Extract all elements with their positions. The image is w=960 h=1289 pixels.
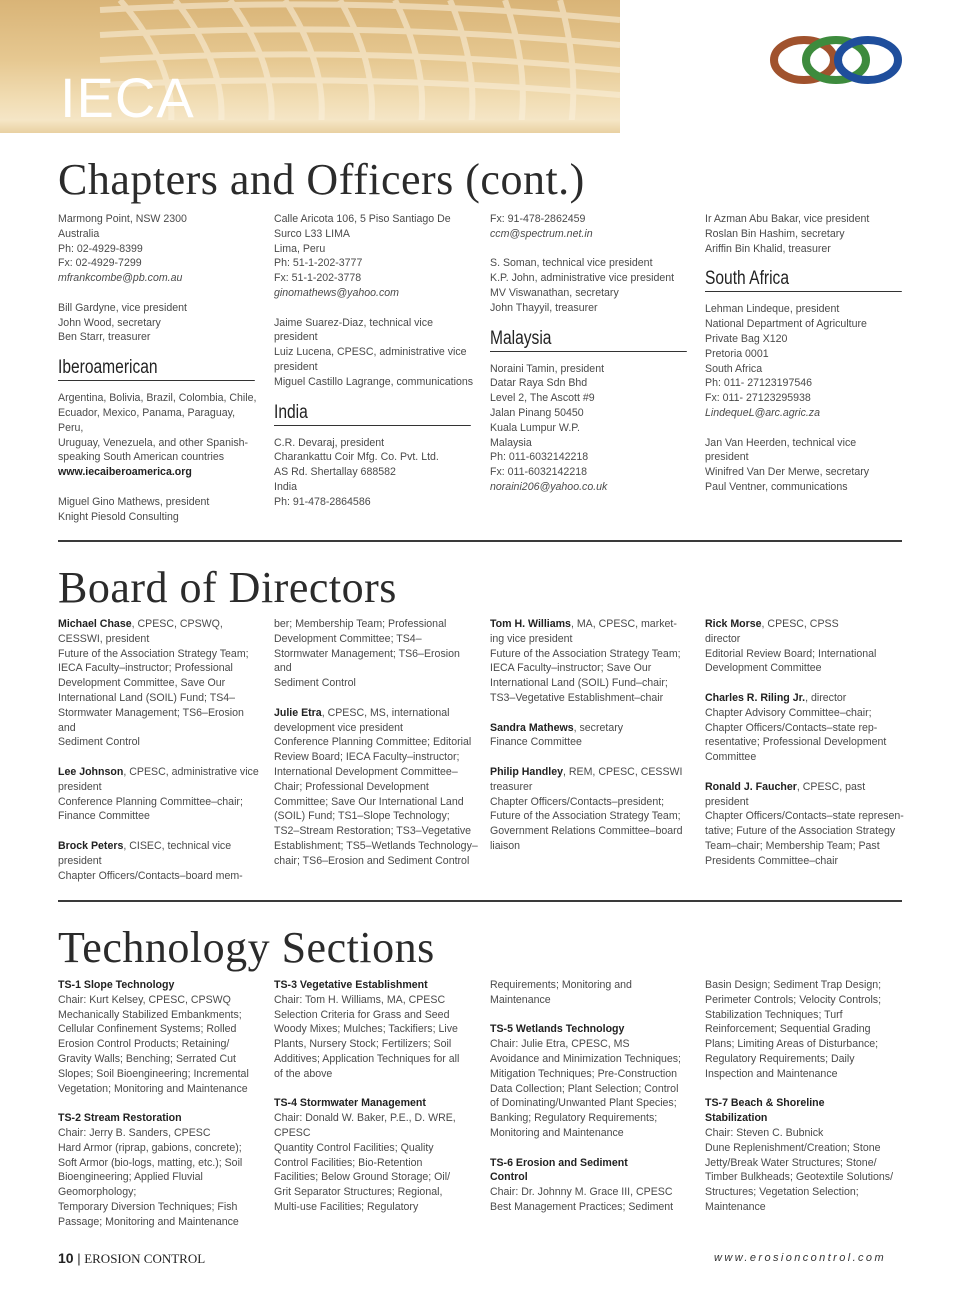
director-credentials: , director [805, 691, 847, 704]
text-line: Winifred Van Der Merwe, secretary [705, 466, 870, 479]
director-name: Tom H. Williams [490, 618, 571, 630]
tech-section-detail: of the above [274, 1067, 333, 1080]
director-detail: International Land (SOIL) Fund; TS4– [58, 691, 236, 704]
text-line: Ir Azman Abu Bakar, vice president [705, 213, 870, 225]
director-detail: Development Committee, Save Our [58, 677, 226, 690]
director-credentials: , CPESC, past [796, 780, 866, 793]
director-detail: Chapter Officers/Contacts–president; [490, 795, 665, 808]
spacer [490, 1008, 695, 1023]
footer-url[interactable]: www.erosioncontrol.com [714, 1252, 887, 1264]
text-line: Australia [58, 227, 100, 240]
text-line: Argentina, Bolivia, Brazil, Colombia, Chile, [58, 392, 257, 405]
text-line: president [705, 451, 749, 464]
tech-section-detail: Passage; Monitoring and Maintenance [58, 1215, 239, 1228]
text-line: Fx: 91-478-2862459 [490, 213, 586, 225]
tech-section-detail: Plans; Limiting Areas of Disturbance; [705, 1038, 879, 1051]
director-detail: TS2–Stream Restoration; TS3–Vegetative [274, 825, 472, 838]
spacer [274, 1082, 479, 1097]
director-detail: Future of the Association Strategy Team; [58, 647, 249, 660]
spacer [490, 706, 695, 721]
director-entry-head [705, 617, 905, 632]
director-detail: Chapter Officers/Contacts–state rep- [705, 721, 878, 734]
text-line: Fx: 02-4929-7299 [58, 257, 142, 270]
tech-section-detail: Mechanically Stabilized Embankments; [58, 1008, 242, 1021]
text-line: John Thayyil, treasurer [490, 301, 598, 314]
director-name: Lee Johnson [58, 765, 124, 778]
director-detail: Presidents Committee–chair [705, 854, 839, 867]
director-detail: Chapter Officers/Contacts–board mem- [58, 869, 243, 882]
director-detail: IECA Faculty–instructor; Save Our [490, 662, 652, 675]
footer-folio [58, 1250, 205, 1267]
tech-section-detail: Vegetation; Monitoring and Maintenance [58, 1082, 248, 1095]
region-heading-iberoamerican: Iberoamerican [58, 357, 255, 381]
director-credentials: , CPESC, CPSS [761, 618, 839, 630]
director-detail: president [705, 795, 749, 808]
tech-section-detail: Monitoring and Maintenance [490, 1126, 624, 1139]
text-line: MV Viswanathan, secretary [490, 286, 619, 299]
director-name: Julie Etra [274, 706, 322, 719]
director-detail: Finance Committee [490, 736, 582, 749]
tech-section-heading: TS-7 Beach & Shoreline [705, 1097, 825, 1110]
tech-section-detail: Control Facilities; Bio-Retention [274, 1156, 423, 1169]
tech-section-detail: Maintenance [705, 1200, 766, 1213]
text-line: Jalan Pinang 50450 [490, 406, 584, 419]
director-entry-head [58, 617, 263, 632]
text-line: Calle Aricota 106, 5 Piso Santiago De [274, 213, 451, 225]
director-detail: development vice president [274, 721, 403, 734]
spacer [490, 750, 695, 765]
tech-section-detail: Timber Bulkheads; Geotextile Solutions/ [705, 1171, 894, 1184]
text-line: Pretoria 0001 [705, 347, 769, 360]
director-detail: director [705, 632, 741, 645]
director-name: Charles R. Riling Jr. [705, 691, 806, 704]
text-line: C.R. Devaraj, president [274, 436, 385, 449]
director-detail: Stormwater Management; TS6–Erosion and [274, 647, 460, 675]
spacer [58, 1096, 263, 1111]
director-name: Philip Handley [490, 765, 563, 778]
tech-section-detail: CPESC [274, 1126, 311, 1139]
director-detail: Future of the Association Strategy Team; [490, 810, 681, 823]
tech-section-detail: Jetty/Break Water Structures; Stone/ [705, 1156, 877, 1169]
text-line: Ph: 011- 27123197546 [705, 377, 813, 390]
text-line: Kuala Lumpur W.P. [490, 421, 580, 434]
region-heading-india: India [274, 402, 471, 426]
tech-section-detail: Avoidance and Minimization Techniques; [490, 1052, 682, 1065]
director-name: Ronald J. Faucher [705, 780, 797, 793]
tech-col-3 [490, 978, 695, 1215]
board-col-1 [58, 617, 263, 883]
text-line: Ph: 91-478-2864586 [274, 495, 371, 508]
director-credentials: , REM, CPESC, CESSWI [563, 765, 683, 778]
spacer [705, 765, 905, 780]
director-detail: Chair; Professional Development [274, 780, 429, 793]
tech-section-detail: Basin Design; Sediment Trap Design; [705, 979, 882, 991]
email-link[interactable]: ginomathews@yahoo.com [274, 286, 399, 299]
spacer [274, 691, 479, 706]
director-detail: Development Committee; TS4– [274, 632, 422, 645]
text-line: Datar Raya Sdn Bhd [490, 377, 588, 390]
tech-section-detail: Multi-use Facilities; Regulatory [274, 1200, 419, 1213]
tech-section-detail: Facilities; Below Ground Storage; Oil/ [274, 1171, 451, 1184]
page-number: 10 [58, 1250, 74, 1266]
director-credentials: , CPESC, administrative vice [123, 765, 259, 778]
director-name: Brock Peters [58, 839, 124, 852]
text-line: Lima, Peru [274, 242, 326, 255]
chapters-col-1 [58, 212, 263, 524]
tech-section-detail: Slopes; Soil Bioengineering; Incremental [58, 1067, 249, 1080]
spacer [58, 824, 263, 839]
director-credentials: , CPESC, CPSWQ, [131, 618, 223, 630]
director-entry-head [58, 839, 263, 854]
director-name: Michael Chase [58, 618, 132, 630]
tech-section-detail: Structures; Vegetation Selection; [705, 1186, 859, 1199]
text-line: AS Rd. Shertallay 688582 [274, 466, 396, 479]
text-line: Ph: 51-1-202-3777 [274, 257, 363, 270]
director-detail: TS3–Vegetative Establishment–chair [490, 691, 664, 704]
director-entry-head [274, 706, 479, 721]
text-line: Jaime Suarez-Diaz, technical vice president [274, 316, 433, 344]
text-line: Jan Van Heerden, technical vice [705, 436, 857, 449]
tech-section-detail: Chair: Jerry B. Sanders, CPESC [58, 1126, 211, 1139]
tech-section-detail: Soft Armor (bio-logs, matting, etc.); Soil [58, 1156, 243, 1169]
director-detail: International Land (SOIL) Fund–chair; [490, 677, 668, 690]
tech-section-detail: Banking; Regulatory Requirements; [490, 1112, 658, 1125]
tech-section-detail: Data Collection; Plant Selection; Control [490, 1082, 679, 1095]
tech-section-detail: Plants, Nursery Stock; Fertilizers; Soil [274, 1038, 452, 1051]
director-detail: Conference Planning Committee; Editorial [274, 736, 472, 749]
tech-section-detail: Reinforcement; Sequential Grading [705, 1023, 871, 1036]
text-line: president [274, 360, 318, 373]
email-link[interactable]: noraini206@yahoo.co.uk [490, 480, 608, 493]
director-entry-head [705, 691, 905, 706]
text-line: Miguel Castillo Lagrange, communications [274, 375, 474, 388]
director-detail: Chapter Officers/Contacts–state represen- [705, 810, 904, 823]
text-line: Level 2, The Ascott #9 [490, 392, 595, 405]
director-detail: Stormwater Management; TS6–Erosion and [58, 706, 244, 734]
tech-section-detail: Erosion Control Products; Retaining/ [58, 1038, 230, 1051]
tech-section-heading: TS-4 Stormwater Management [274, 1097, 426, 1110]
director-detail: CESSWI, president [58, 632, 150, 645]
director-detail: liaison [490, 839, 521, 852]
spacer [705, 1082, 905, 1097]
page-header [0, 0, 960, 135]
magazine-name: EROSION CONTROL [84, 1251, 206, 1266]
chapters-col-2 [274, 212, 479, 510]
text-line: National Department of Agriculture [705, 318, 867, 331]
email-link[interactable]: ccm@spectrum.net.in [490, 227, 593, 240]
tech-section-heading: TS-5 Wetlands Technology [490, 1023, 625, 1036]
folio-separator: | [73, 1251, 85, 1266]
text-line: Surco L33 LIMA [274, 227, 350, 240]
tech-section-heading: TS-3 Vegetative Establishment [274, 979, 428, 991]
spacer [705, 676, 905, 691]
tech-section-detail: Stabilization Techniques; Turf [705, 1008, 843, 1021]
chapters-col-3 [490, 212, 695, 495]
text-line: Bill Gardyne, vice president [58, 301, 187, 314]
website-link[interactable]: www.iecaiberoamerica.org [58, 466, 192, 479]
text-line: India [274, 480, 297, 493]
text-line: Miguel Gino Mathews, president [58, 495, 210, 508]
director-detail: Sediment Control [58, 736, 140, 749]
tech-section-detail: Chair: Julie Etra, CPESC, MS [490, 1038, 630, 1051]
text-line: Knight Piesold Consulting [58, 510, 179, 523]
board-col-3 [490, 617, 695, 854]
tech-section-detail: Chair: Donald W. Baker, P.E., D. WRE, [274, 1112, 456, 1125]
text-line: Noraini Tamin, president [490, 362, 605, 375]
text-line: Lehman Lindeque, president [705, 303, 840, 316]
tech-section-detail: Gravity Walls; Benching; Serrated Cut [58, 1052, 237, 1065]
director-detail: Development Committee [705, 662, 822, 675]
chapters-col-4 [705, 212, 905, 495]
director-credentials: , secretary [573, 721, 624, 734]
board-title: Board of Directors [58, 563, 397, 612]
text-line: Charankattu Coir Mfg. Co. Pvt. Ltd. [274, 451, 439, 464]
tech-col-2 [274, 978, 479, 1215]
director-detail: resentative; Professional Development [705, 736, 887, 749]
director-name: Rick Morse [705, 618, 762, 630]
tech-section-detail: Inspection and Maintenance [705, 1067, 838, 1080]
ieca-wordmark: IECA [60, 70, 195, 122]
director-detail: Chapter Advisory Committee–chair; [705, 706, 872, 719]
text-line: K.P. John, administrative vice president [490, 272, 675, 285]
director-detail: Government Relations Committee–board [490, 825, 683, 838]
director-detail: IECA Faculty–instructor; Professional [58, 662, 233, 675]
director-entry-head [490, 617, 695, 632]
director-entry-head [705, 780, 905, 795]
director-entry-head [490, 765, 695, 780]
text-line: Roslan Bin Hashim, secretary [705, 227, 845, 240]
tech-section-detail: Regulatory Requirements; Daily [705, 1052, 855, 1065]
director-detail: Review Board; IECA Faculty–instructor; [274, 751, 460, 764]
tech-section-detail: of Dominating/Unwanted Plant Species; [490, 1097, 677, 1110]
director-detail: president [58, 780, 102, 793]
director-detail: Finance Committee [58, 810, 150, 823]
director-detail: Sediment Control [274, 677, 356, 690]
section-divider [58, 540, 902, 542]
region-heading-south-africa: South Africa [705, 268, 902, 292]
tech-section-detail: Perimeter Controls; Velocity Controls; [705, 993, 882, 1006]
tech-section-detail: Temporary Diversion Techniques; Fish [58, 1200, 238, 1213]
text-line: Ecuador, Mexico, Panama, Paraguay, Peru, [58, 406, 236, 434]
tech-section-detail: Dune Replenishment/Creation; Stone [705, 1141, 881, 1154]
tech-section-heading: Stabilization [705, 1112, 768, 1125]
tech-section-detail: Bioengineering; Applied Fluvial Geomorphology; [58, 1171, 203, 1199]
director-detail: tative; Future of the Association Strategy [705, 825, 896, 838]
tech-section-detail: Mitigation Techniques; Pre-Construction [490, 1067, 678, 1080]
tech-section-detail: Chair: Dr. Johnny M. Grace III, CPESC [490, 1186, 673, 1199]
director-detail: Editorial Review Board; International [705, 647, 877, 660]
chapters-title: Chapters and Officers (cont.) [58, 155, 585, 204]
text-line: Fx: 011-6032142218 [490, 466, 587, 479]
director-detail: Committee; Save Our International Land [274, 795, 464, 808]
board-col-4 [705, 617, 905, 869]
tech-col-1 [58, 978, 263, 1230]
text-line: S. Soman, technical vice president [490, 257, 653, 270]
director-detail: Future of the Association Strategy Team; [490, 647, 681, 660]
text-line: Ph: 02-4929-8399 [58, 242, 143, 255]
tech-section-detail: Grit Separator Structures; Regional, [274, 1186, 443, 1199]
director-credentials: , CPESC, MS, international [321, 706, 450, 719]
text-line: Ariffin Bin Khalid, treasurer [705, 242, 831, 255]
text-line: Fx: 51-1-202-3778 [274, 272, 362, 285]
director-detail: ber; Membership Team; Professional [274, 618, 447, 630]
director-detail: president [58, 854, 102, 867]
director-entry-head [58, 765, 263, 780]
text-line: Private Bag X120 [705, 332, 788, 345]
tech-section-detail: Quantity Control Facilities; Quality [274, 1141, 434, 1154]
text-line: Uruguay, Venezuela, and other Spanish- [58, 436, 249, 449]
tech-section-detail: Selection Criteria for Grass and Seed [274, 1008, 450, 1021]
text-line: speaking South American countries [58, 451, 225, 464]
tech-section-detail: Additives; Application Techniques for all [274, 1052, 460, 1065]
tech-section-detail: Woody Mixes; Mulches; Tackifiers; Live [274, 1023, 458, 1036]
tech-section-detail: Chair: Kurt Kelsey, CPESC, CPSWQ [58, 993, 231, 1006]
director-detail: International Development Committee– [274, 765, 458, 778]
spacer [58, 750, 263, 765]
text-line: John Wood, secretary [58, 316, 161, 329]
tech-section-heading: TS-6 Erosion and Sediment [490, 1156, 628, 1169]
board-col-2 [274, 617, 479, 869]
text-line: Marmong Point, NSW 2300 [58, 213, 187, 225]
tech-section-detail: Best Management Practices; Sediment [490, 1200, 674, 1213]
tech-section-heading: TS-2 Stream Restoration [58, 1112, 182, 1125]
director-detail: Conference Planning Committee–chair; [58, 795, 243, 808]
tech-section-detail: Requirements; Monitoring and [490, 979, 632, 991]
text-line: South Africa [705, 362, 763, 375]
director-credentials: , MA, CPESC, market- [570, 618, 677, 630]
region-heading-malaysia: Malaysia [490, 328, 687, 352]
spacer [490, 1141, 695, 1156]
director-detail: Team–chair; Membership Team; Past [705, 839, 880, 852]
director-detail: chair; TS6–Erosion and Sediment Control [274, 854, 470, 867]
director-detail: treasurer [490, 780, 533, 793]
tech-section-detail: Maintenance [490, 993, 551, 1006]
email-link[interactable]: mfrankcombe@pb.com.au [58, 272, 183, 285]
director-detail: Committee [705, 751, 757, 764]
director-detail: Establishment; TS5–Wetlands Technology– [274, 839, 478, 852]
text-line: Luiz Lucena, CPESC, administrative vice [274, 346, 467, 359]
email-link[interactable]: LindequeL@arc.agric.za [705, 406, 820, 419]
text-line: Malaysia [490, 436, 532, 449]
tech-section-detail: Cellular Confinement Systems; Rolled [58, 1023, 237, 1036]
director-name: Sandra Mathews [490, 721, 574, 734]
tech-col-4 [705, 978, 905, 1215]
tech-section-detail: Chair: Tom H. Williams, MA, CPESC [274, 993, 446, 1006]
text-line: Ben Starr, treasurer [58, 331, 151, 344]
tech-title: Technology Sections [58, 923, 435, 972]
tech-section-detail: Hard Armor (riprap, gabions, concrete); [58, 1141, 242, 1154]
director-detail: (SOIL) Fund; TS1–Slope Technology; [274, 810, 450, 823]
section-divider [58, 900, 902, 902]
tech-section-heading: TS-1 Slope Technology [58, 979, 175, 991]
director-credentials: , CISEC, technical vice [123, 839, 232, 852]
tech-section-heading: Control [490, 1171, 528, 1184]
text-line: Paul Ventner, communications [705, 480, 848, 493]
director-detail: ing vice president [490, 632, 573, 645]
ieca-rings-logo [768, 34, 904, 86]
text-line: Ph: 011-6032142218 [490, 451, 589, 464]
text-line: Fx: 011- 27123295938 [705, 392, 811, 405]
tech-section-detail: Chair: Steven C. Bubnick [705, 1126, 824, 1139]
director-entry-head [490, 721, 695, 736]
